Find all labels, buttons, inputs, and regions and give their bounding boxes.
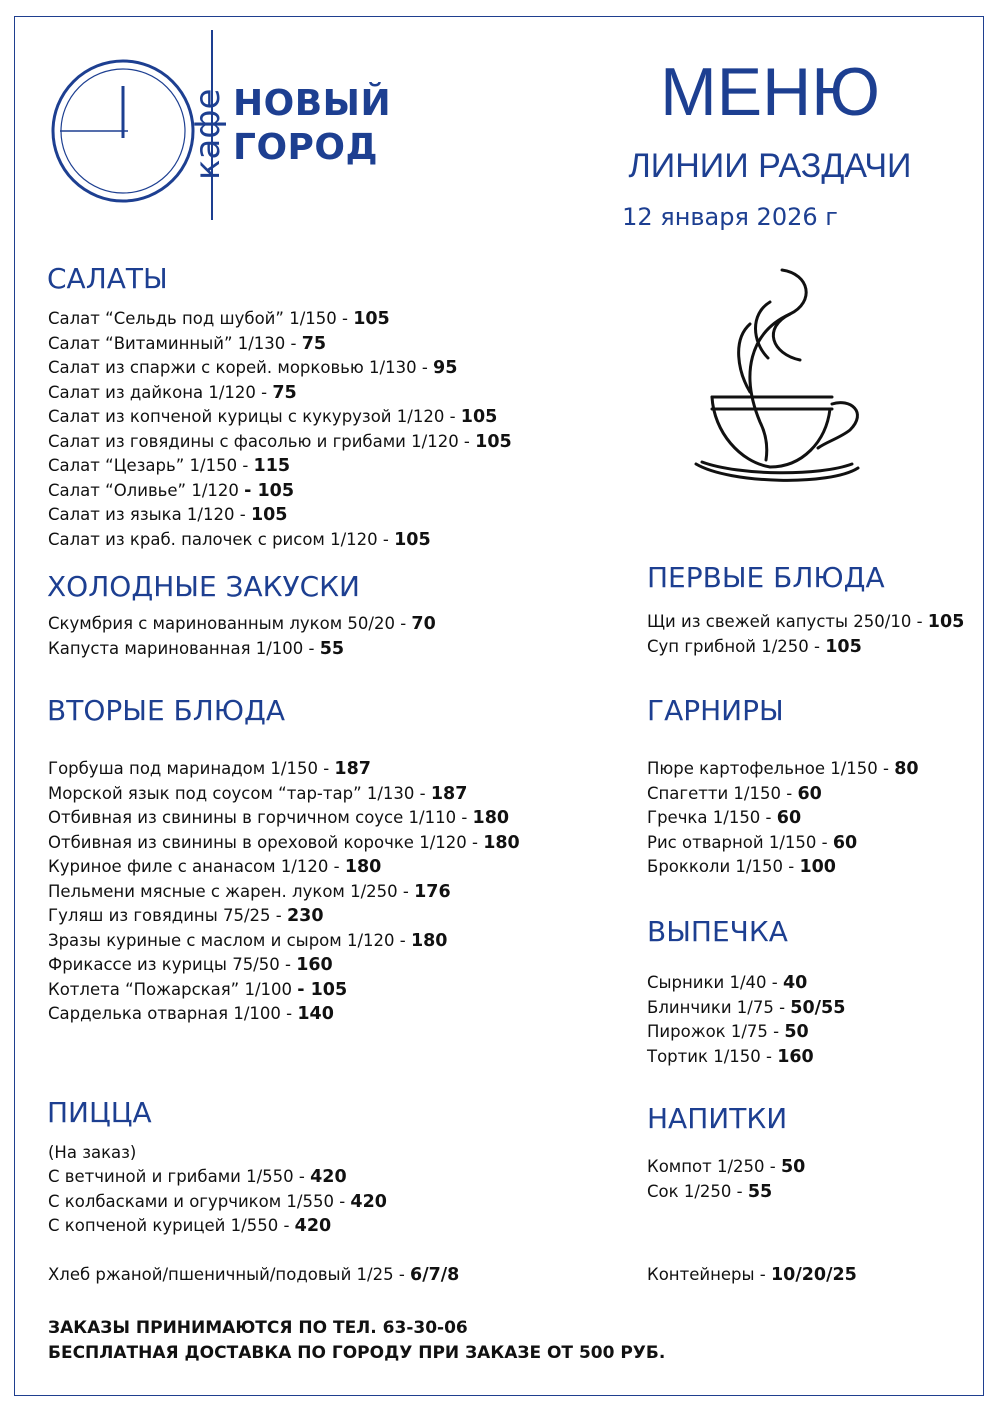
menu-item-price: 60: [832, 832, 858, 853]
menu-item-price: 40: [782, 973, 808, 993]
containers-item: [647, 1263, 857, 1288]
menu-item-price: 105: [927, 612, 965, 632]
section-title-sides: ГАРНИРЫ: [647, 694, 784, 727]
menu-item: [647, 855, 919, 880]
menu-item-name: Отбивная из свинины в ореховой корочке 1/120 -: [48, 832, 484, 852]
menu-item: [647, 757, 919, 782]
containers-list: [647, 1263, 857, 1288]
menu-item: [48, 528, 512, 553]
menu-item-name: Горбуша под маринадом 1/150 -: [48, 759, 335, 778]
menu-item: [647, 635, 964, 660]
section-title-salads: САЛАТЫ: [47, 262, 168, 295]
menu-item-price: 420: [310, 1167, 347, 1187]
menu-item: [48, 1002, 520, 1027]
menu-item-price: 420: [350, 1191, 387, 1212]
menu-item: [48, 904, 520, 929]
menu-item: [48, 831, 520, 856]
menu-item-price: 140: [297, 1004, 334, 1024]
menu-item-name: Спагетти 1/150 -: [647, 783, 798, 803]
menu-item: [48, 978, 520, 1003]
menu-item: [647, 996, 845, 1021]
footer: [48, 1316, 665, 1366]
menu-item-name: Салат из копченой курицы с кукурузой 1/120 -: [48, 407, 461, 426]
menu-item-name: Пирожок 1/75 -: [647, 1022, 785, 1041]
menu-item: [647, 1180, 805, 1205]
menu-item-price: 105: [353, 309, 390, 329]
menu-item-name: Салат из краб. палочек с рисом 1/120 -: [48, 529, 395, 549]
menu-item-name: Салат из говядины с фасолью и грибами 1/120 -: [48, 431, 476, 451]
mains-list: [48, 757, 520, 1027]
menu-item-price: 50/55: [790, 997, 846, 1018]
containers-price: 10/20/25: [770, 1265, 857, 1285]
menu-item-name: С копченой курицей 1/550 -: [48, 1216, 295, 1235]
footer-phone: ЗАКАЗЫ ПРИНИМАЮТСЯ ПО ТЕЛ. 63-30-06: [48, 1318, 468, 1338]
menu-item-price: 50: [781, 1157, 806, 1177]
menu-item-price: 75: [301, 333, 327, 354]
sides-list: [647, 757, 919, 880]
pizza-note: (На заказ): [48, 1143, 137, 1162]
section-title-cold: ХОЛОДНЫЕ ЗАКУСКИ: [47, 570, 360, 603]
menu-item: [48, 782, 520, 807]
menu-item-price: 105: [394, 529, 431, 550]
menu-item: [647, 831, 919, 856]
menu-item-price: 95: [433, 358, 458, 378]
menu-item-price: 105: [825, 636, 862, 657]
menu-item: [48, 1214, 387, 1239]
menu-item: [647, 1155, 805, 1180]
menu-item-price: 55: [319, 638, 345, 659]
soups-list: [647, 610, 964, 659]
menu-item-price: - 105: [244, 480, 295, 501]
menu-item: [48, 637, 436, 662]
menu-title: МЕНЮ: [660, 54, 880, 130]
menu-item-name: Отбивная из свинины в горчичном соусе 1/110 -: [48, 808, 473, 827]
menu-item-price: 230: [286, 906, 324, 926]
menu-item-name: Сырники 1/40 -: [647, 973, 783, 992]
footer-delivery: БЕСПЛАТНАЯ ДОСТАВКА ПО ГОРОДУ ПРИ ЗАКАЗЕ ОТ 500 РУБ.: [48, 1343, 666, 1363]
salads-list: [48, 307, 512, 552]
menu-item-price: 100: [799, 857, 836, 877]
section-title-bakery: ВЫПЕЧКА: [647, 915, 788, 948]
pizza-note-list: [48, 1141, 136, 1166]
menu-subtitle: ЛИНИИ РАЗДАЧИ: [628, 147, 912, 185]
menu-item: [48, 757, 520, 782]
bread-item: [48, 1263, 459, 1288]
menu-item: [48, 880, 520, 905]
menu-item: [48, 503, 512, 528]
menu-item-price: 180: [410, 930, 448, 951]
menu-item-name: Пельмени мясные с жарен. луком 1/250 -: [48, 881, 415, 901]
menu-item: [48, 855, 520, 880]
menu-item-name: Щи из свежей капусты 250/10 -: [647, 612, 928, 631]
menu-item-price: 420: [294, 1216, 332, 1236]
menu-item-price: 60: [776, 808, 802, 828]
menu-item-price: 105: [250, 505, 288, 525]
menu-item: [48, 953, 520, 978]
menu-item: [48, 332, 512, 357]
menu-item-price: 160: [296, 955, 333, 975]
menu-item: [48, 929, 520, 954]
menu-item-name: Салат из спаржи с корей. морковью 1/130 -: [48, 358, 434, 377]
menu-item-price: 105: [475, 431, 512, 452]
logo-name-line2: ГОРОД: [233, 127, 379, 168]
containers-name: Контейнеры -: [647, 1265, 771, 1284]
menu-date: 12 января 2026 г: [622, 203, 838, 231]
menu-item: [48, 1190, 387, 1215]
menu-item: [48, 307, 512, 332]
menu-item-name: Тортик 1/150 -: [647, 1046, 778, 1066]
menu-item-price: - 105: [297, 979, 348, 1000]
menu-item-price: 50: [784, 1022, 809, 1042]
menu-item-name: Сок 1/250 -: [647, 1181, 748, 1201]
menu-item-name: Морской язык под соусом “тар-тар” 1/130 -: [48, 783, 431, 803]
menu-item-price: 180: [483, 832, 520, 853]
coffee-cup-icon: [690, 262, 880, 502]
menu-item-name: Рис отварной 1/150 -: [647, 832, 833, 852]
menu-item-price: 176: [414, 881, 451, 902]
menu-item: [48, 381, 512, 406]
menu-item-name: Гуляш из говядины 75/25 -: [48, 906, 287, 925]
menu-item: [48, 612, 436, 637]
menu-item-name: Капуста маринованная 1/100 -: [48, 638, 320, 658]
menu-item: [647, 1020, 845, 1045]
menu-item: [48, 405, 512, 430]
bread-name: Хлеб ржаной/пшеничный/подовый 1/25 -: [48, 1265, 411, 1284]
menu-item-name: Сарделька отварная 1/100 -: [48, 1004, 298, 1023]
logo-cafe-label: кафе: [188, 88, 228, 180]
bread-list: [48, 1263, 459, 1288]
menu-item-price: 160: [777, 1046, 814, 1067]
menu-item-name: Блинчики 1/75 -: [647, 997, 791, 1017]
menu-item-price: 187: [334, 759, 371, 779]
menu-item: [48, 454, 512, 479]
menu-item-name: Салат “Витаминный” 1/130 -: [48, 333, 302, 353]
menu-item: [647, 1045, 845, 1070]
section-title-mains: ВТОРЫЕ БЛЮДА: [47, 694, 286, 727]
section-title-drinks: НАПИТКИ: [647, 1102, 788, 1135]
menu-item-price: 75: [272, 382, 297, 403]
menu-item-name: Зразы куриные с маслом и сыром 1/120 -: [48, 930, 411, 950]
menu-item-price: 60: [797, 783, 822, 804]
menu-item-price: 80: [894, 759, 919, 779]
section-title-pizza: ПИЦЦА: [47, 1096, 152, 1129]
menu-item-price: 180: [472, 808, 510, 828]
cold-list: [48, 612, 436, 661]
menu-item: [647, 806, 919, 831]
menu-item-name: Салат “Цезарь” 1/150 -: [48, 456, 254, 475]
menu-item-name: Пюре картофельное 1/150 -: [647, 759, 895, 778]
menu-item-name: Салат из языка 1/120 -: [48, 505, 251, 524]
bakery-list: [647, 971, 845, 1069]
menu-item: [48, 1165, 387, 1190]
menu-item-name: Компот 1/250 -: [647, 1157, 781, 1176]
menu-item-name: Салат из дайкона 1/120 -: [48, 382, 273, 402]
menu-item: [647, 782, 919, 807]
menu-item-name: Скумбрия с маринованным луком 50/20 -: [48, 614, 412, 633]
drinks-list: [647, 1155, 805, 1204]
menu-item-name: Салат “Сельдь под шубой” 1/150 -: [48, 309, 354, 328]
menu-item: [48, 430, 512, 455]
menu-item: [647, 610, 964, 635]
menu-item-name: Котлета “Пожарская” 1/100: [48, 979, 298, 999]
menu-item-price: 115: [253, 456, 291, 476]
menu-item: [48, 356, 512, 381]
logo-name-line1: НОВЫЙ: [233, 83, 392, 124]
menu-item-name: Фрикассе из курицы 75/50 -: [48, 955, 297, 974]
logo-name: [233, 82, 391, 170]
menu-item-name: С ветчиной и грибами 1/550 -: [48, 1167, 311, 1186]
menu-item: [48, 806, 520, 831]
menu-item-name: Салат “Оливье” 1/120: [48, 480, 245, 500]
menu-item-name: Брокколи 1/150 -: [647, 857, 800, 876]
menu-item: [48, 479, 512, 504]
pizza-list: [48, 1165, 387, 1239]
section-title-soups: ПЕРВЫЕ БЛЮДА: [647, 561, 885, 594]
menu-item-price: 70: [411, 614, 436, 634]
menu-item-price: 180: [344, 857, 382, 877]
menu-item-name: С колбасками и огурчиком 1/550 -: [48, 1191, 351, 1211]
menu-item: [647, 971, 845, 996]
bread-price: 6/7/8: [410, 1265, 460, 1285]
menu-item-name: Суп грибной 1/250 -: [647, 636, 826, 656]
menu-item-price: 187: [430, 783, 468, 804]
clock-logo-icon: [48, 56, 198, 206]
menu-item-name: Гречка 1/150 -: [647, 808, 777, 827]
menu-item-name: Куриное филе с ананасом 1/120 -: [48, 857, 345, 876]
menu-item-price: 55: [747, 1181, 773, 1202]
menu-item-price: 105: [460, 407, 498, 427]
